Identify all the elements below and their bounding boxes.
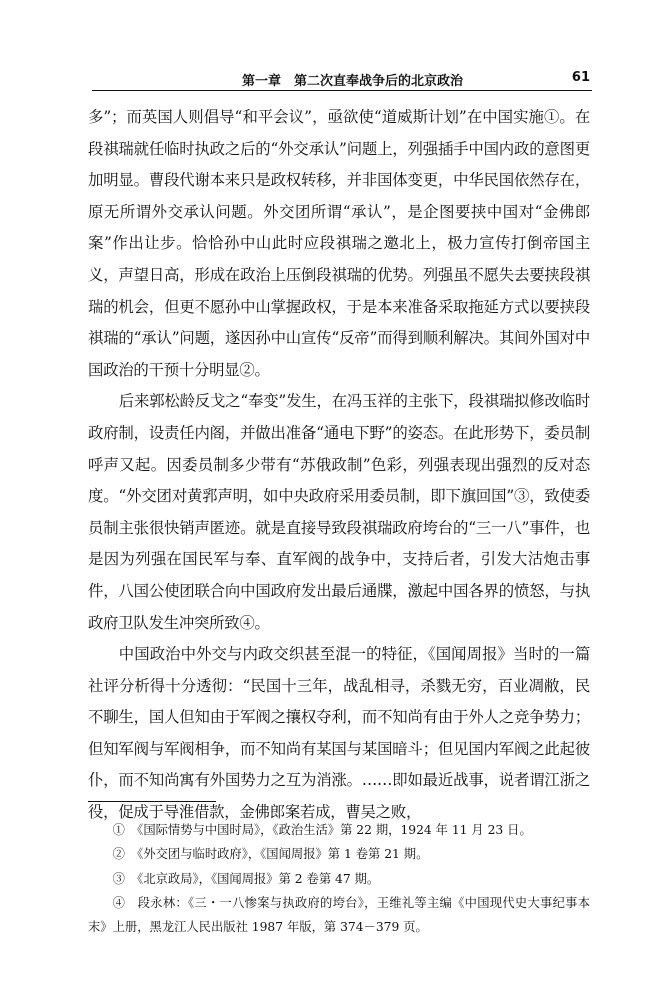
running-header: [92, 68, 592, 91]
paragraph: 后来郭松龄反戈之“奉变”发生，在冯玉祥的主张下，段祺瑞拟修改临时政府制，设责任内阁，并做出准备“通电下野”的姿态。在此形势下，委员制呼声又起。因委员制多少带有“苏俄政制”色彩，列强表现出强烈的反对态度。“外交团对黄郛声明，如中央政府采用委员制，即下旗回国”③，致使委员制主张很快销声匿迹。就是直接导致段祺瑞政府垮台的“三一八”事件，也是因为列强在国民军与奉、直军阀的战争中，支持后者，引发大沽炮击事件，八国公使团联合向中国政府发出最后通牒，激起中国各界的愤怒，与执政府卫队发生冲突所致④。: [88, 392, 590, 632]
footnote: ④ 段永林：《三・一八惨案与执政府的垮台》，王维礼等主编《中国现代史大事纪事本末》上册，黑龙江人民出版社 1987 年版，第 374－379 页。: [88, 895, 590, 935]
body-text: [88, 102, 590, 829]
paragraph-continued: 多”；而英国人则倡导“和平会议”，亟欲使“道威斯计划”在中国实施①。在段祺瑞就任临时执政之后的“外交承认”问题上，列强插手中国内政的意图更加明显。曹段代谢本来只是政权转移，并非国体变更，中华民国依然存在，原无所谓外交承认问题。外交团所谓“承认”，是企图要挟中国对“金佛郎案”作出让步。恰恰孙中山此时应段祺瑞之邀北上，极力宣传打倒帝国主义，声望日高，形成在政治上压倒段祺瑞的优势。列强虽不愿失去要挟段祺瑞的机会，但更不愿孙中山掌握政权，于是本来准备采取拖延方式以要挟段祺瑞的“承认”问题，遂因孙中山宣传“反帝”而得到顺利解决。其间外国对中国政治的干预十分明显②。: [88, 108, 590, 379]
chapter-title: 第一章 第二次直奉战争后的北京政治: [242, 74, 464, 89]
paragraph: 中国政治中外交与内政交织甚至混一的特征，《国闻周报》当时的一篇社评分析得十分透彻：“民国十三年，战乱相寻，杀戮无穷，百业凋敝，民不聊生，国人但知由于军阀之攘权夺利，而不知尚有由于外人之竞争势力；但知军阀与军阀相争，而不知尚有某国与某国暗斗；但见国内军阀之此起彼仆，而不知尚寓有外国势力之互为消涨。……即如最近战事，说者谓江浙之役，促成于导淮借款，金佛郎案若成，曹吴之败，: [88, 645, 590, 822]
footnote: ② 《外交团与临时政府》，《国闻周报》第 1 卷第 21 期。: [112, 847, 429, 862]
footnote-separator: [88, 801, 216, 802]
footnotes: [88, 818, 590, 939]
footnote: ③ 《北京政局》，《国闻周报》第 2 卷第 47 期。: [112, 871, 380, 886]
page-number: 61: [571, 70, 590, 85]
footnote: ① 《国际情势与中国时局》，《政治生活》第 22 期，1924 年 11 月 23 日。: [112, 823, 532, 837]
